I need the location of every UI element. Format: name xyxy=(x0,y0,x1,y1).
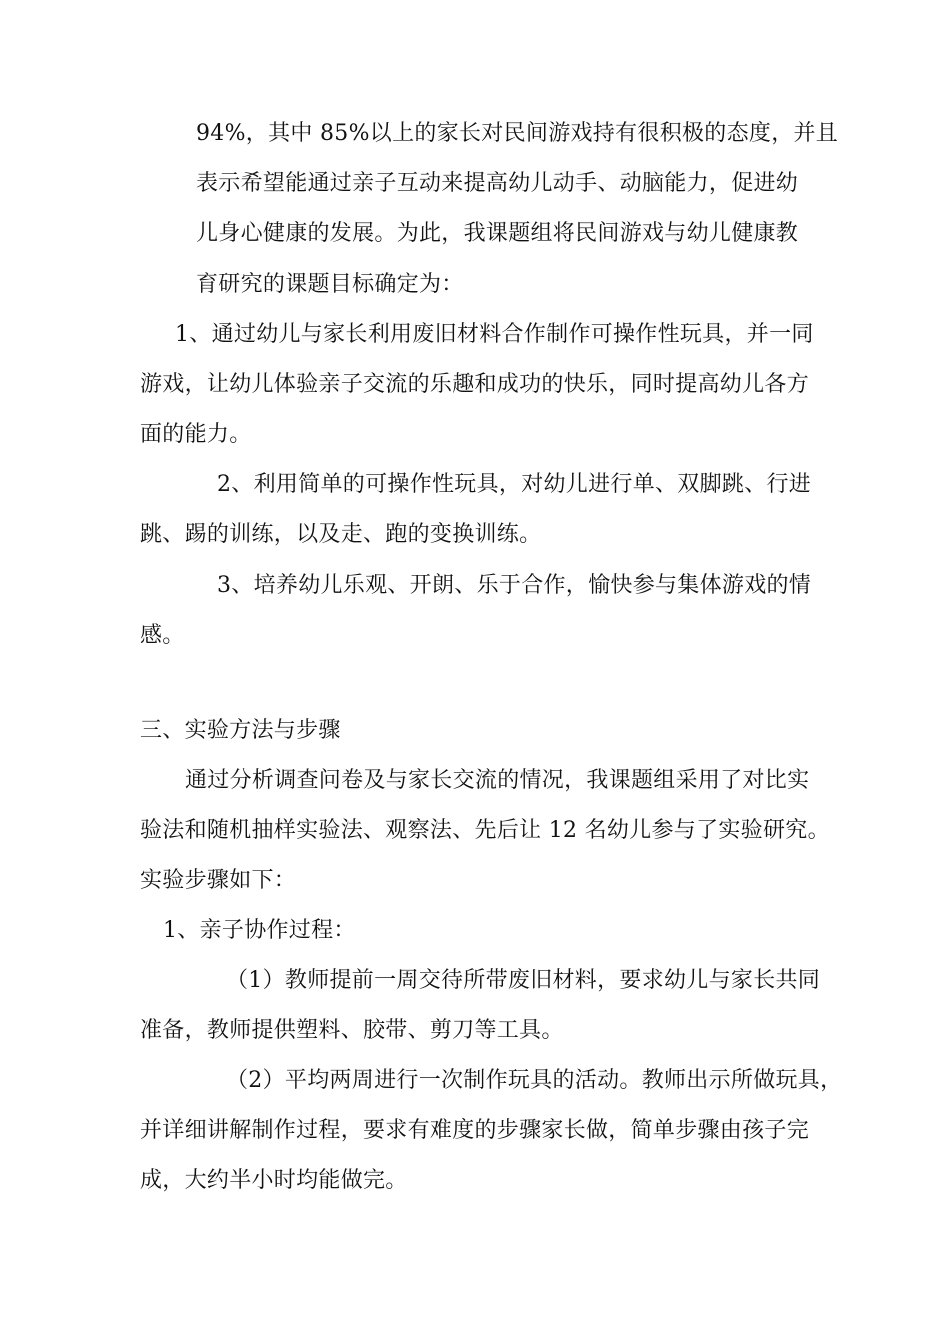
goal-1-line-3: 面的能力。 xyxy=(140,422,252,447)
method-line-2: 验法和随机抽样实验法、观察法、先后让 12 名幼儿参与了实验研究。 xyxy=(140,818,830,843)
goal-2-line-1: 2、利用简单的可操作性玩具，对幼儿进行单、双脚跳、行进 xyxy=(217,472,812,497)
step-1-item-2-line-3: 成，大约半小时均能做完。 xyxy=(140,1168,408,1193)
step-1-item-2-line-2: 并详细讲解制作过程，要求有难度的步骤家长做，简单步骤由孩子完 xyxy=(140,1118,810,1143)
step-1-item-1-line-2: 准备，教师提供塑料、胶带、剪刀等工具。 xyxy=(140,1018,564,1043)
goal-1-line-1: 1、通过幼儿与家长利用废旧材料合作制作可操作性玩具，并一同 xyxy=(175,322,814,347)
goal-2-line-2: 跳、踢的训练，以及走、跑的变换训练。 xyxy=(140,522,542,547)
paragraph-line-3: 儿身心健康的发展。为此，我课题组将民间游戏与幼儿健康教 xyxy=(196,221,799,246)
step-1-heading: 1、亲子协作过程： xyxy=(163,918,356,943)
step-1-item-2-line-1: （2）平均两周进行一次制作玩具的活动。教师出示所做玩具， xyxy=(226,1068,843,1093)
paragraph-line-2: 表示希望能通过亲子互动来提高幼儿动手、动脑能力，促进幼 xyxy=(196,171,799,196)
goal-3-line-2: 感。 xyxy=(140,623,185,648)
method-line-3: 实验步骤如下： xyxy=(140,868,297,893)
step-1-item-1-line-1: （1）教师提前一周交待所带废旧材料，要求幼儿与家长共同 xyxy=(226,968,821,993)
paragraph-line-1: 94%，其中 85%以上的家长对民间游戏持有很积极的态度，并且 xyxy=(196,121,839,146)
section-heading: 三、实验方法与步骤 xyxy=(140,718,341,743)
method-line-1: 通过分析调查问卷及与家长交流的情况，我课题组采用了对比实 xyxy=(185,768,810,793)
goal-3-line-1: 3、培养幼儿乐观、开朗、乐于合作，愉快参与集体游戏的情 xyxy=(217,573,812,598)
goal-1-line-2: 游戏，让幼儿体验亲子交流的乐趣和成功的快乐，同时提高幼儿各方 xyxy=(140,372,810,397)
paragraph-line-4: 育研究的课题目标确定为： xyxy=(196,272,464,297)
